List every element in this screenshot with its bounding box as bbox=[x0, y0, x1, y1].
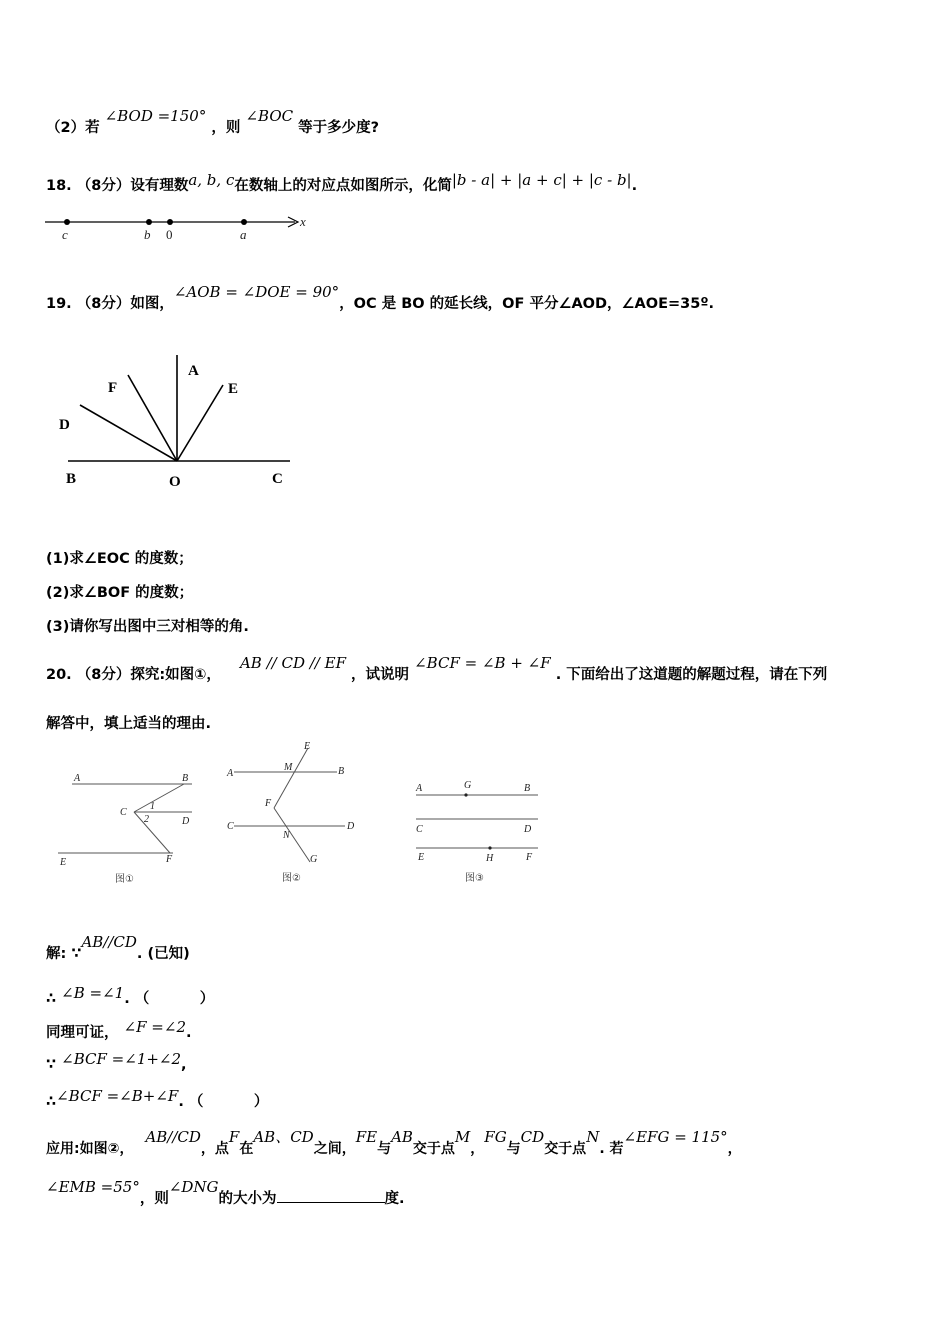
number-line-figure bbox=[40, 210, 310, 246]
label-D: D bbox=[59, 417, 70, 433]
q17-part2 bbox=[46, 107, 380, 137]
ray-oe bbox=[177, 385, 223, 461]
app-m7: FG bbox=[484, 1128, 507, 1146]
q20-line2: 解答中，填上适当的理由. bbox=[46, 716, 212, 732]
application-line2 bbox=[46, 1178, 405, 1208]
app-t6: 交于点 bbox=[412, 1141, 455, 1157]
q17-math-bod: ∠BOD =150° bbox=[104, 107, 207, 125]
figure-1 bbox=[50, 760, 210, 890]
f2-label-D: D bbox=[347, 821, 355, 832]
q18-text: 18. （8分）设有理数 bbox=[46, 178, 189, 194]
q20-math-parallel: AB // CD // EF bbox=[239, 654, 346, 672]
ray-od bbox=[80, 405, 177, 461]
sol2-pre: ∴ bbox=[46, 991, 57, 1007]
f3-label-A: A bbox=[416, 783, 423, 794]
solution-line5 bbox=[46, 1087, 269, 1111]
label-a: a bbox=[240, 227, 247, 242]
f3-caption: 图③ bbox=[465, 873, 484, 884]
f1-caption: 图① bbox=[115, 874, 134, 885]
q20-line1 bbox=[46, 654, 828, 684]
f3-point-h bbox=[488, 846, 491, 849]
solution-line1 bbox=[46, 933, 190, 963]
label-C: C bbox=[272, 471, 283, 487]
f3-label-B: B bbox=[524, 783, 531, 794]
application-line1 bbox=[46, 1128, 742, 1158]
label-b: b bbox=[144, 227, 151, 242]
label-A: A bbox=[188, 363, 199, 379]
q17-math-boc: ∠BOC bbox=[245, 107, 294, 125]
q18-end: . bbox=[631, 178, 638, 194]
q18-math-expr: |b - a| + |a + c| + |c - b| bbox=[451, 171, 632, 189]
answer-blank[interactable] bbox=[277, 1188, 385, 1203]
app-t9: 交于点 bbox=[544, 1141, 587, 1157]
app-m11: ∠EMB =55° bbox=[46, 1178, 140, 1196]
app-m3: AB、CD bbox=[253, 1128, 314, 1146]
f3-label-D: D bbox=[524, 824, 532, 835]
app-t2: ，点 bbox=[200, 1141, 229, 1157]
f2-label-F: F bbox=[265, 798, 272, 809]
q19-part3: (3)请你写出图中三对相等的角. bbox=[46, 619, 249, 635]
f1-label-C: C bbox=[120, 807, 127, 818]
point-c bbox=[64, 219, 70, 225]
q18-math-vars: a, b, c bbox=[188, 171, 235, 189]
q19-part2: (2)求∠BOF 的度数； bbox=[46, 585, 194, 601]
figure-q19 bbox=[50, 355, 310, 495]
solution-line2 bbox=[46, 984, 215, 1008]
f2-label-M: M bbox=[284, 762, 293, 773]
q19-text: 19. （8分）如图， bbox=[46, 296, 174, 312]
f2-caption: 图② bbox=[282, 873, 301, 884]
f2-label-A: A bbox=[227, 768, 234, 779]
label-c: c bbox=[62, 227, 68, 242]
app-m10: ∠EFG = 115° bbox=[623, 1128, 728, 1146]
q17-prefix: （2）若 bbox=[46, 120, 100, 136]
label-0: 0 bbox=[166, 227, 173, 242]
figure-2 bbox=[222, 740, 372, 890]
app-t12: ，则 bbox=[139, 1191, 169, 1207]
app-m2: F bbox=[228, 1128, 240, 1146]
sol2-post: . （ ） bbox=[124, 991, 215, 1007]
sol1-math: AB//CD bbox=[81, 933, 137, 951]
app-m8: CD bbox=[520, 1128, 545, 1146]
label-B: B bbox=[66, 471, 77, 487]
sol4-math: ∠BCF =∠1+∠2 bbox=[61, 1050, 182, 1068]
q19-math: ∠AOB = ∠DOE = 90° bbox=[173, 283, 340, 301]
f3-label-G: G bbox=[464, 780, 472, 791]
sol4-post: , bbox=[181, 1057, 187, 1073]
app-t8: 与 bbox=[506, 1141, 521, 1157]
app-m12: ∠DNG bbox=[168, 1178, 219, 1196]
app-m4: FE bbox=[355, 1128, 378, 1146]
label-E: E bbox=[228, 381, 239, 397]
seg-cb bbox=[134, 784, 184, 812]
f3-label-F: F bbox=[526, 852, 533, 863]
q20-mid: ，试说明 bbox=[351, 667, 410, 683]
f2-label-B: B bbox=[338, 766, 345, 777]
f1-label-A: A bbox=[74, 773, 81, 784]
q20-rest: . 下面给出了这道题的解题过程，请在下列 bbox=[555, 667, 828, 683]
q19 bbox=[46, 283, 715, 313]
q18 bbox=[46, 171, 638, 195]
app-m6: M bbox=[454, 1128, 471, 1146]
f3-label-E: E bbox=[418, 852, 425, 863]
app-m1: AB//CD bbox=[145, 1128, 201, 1146]
app-t10: . 若 bbox=[599, 1141, 624, 1157]
q20-math-angle: ∠BCF = ∠B + ∠F bbox=[414, 654, 551, 672]
f3-label-C: C bbox=[416, 824, 423, 835]
app-t4: 之间， bbox=[313, 1141, 356, 1157]
sol1-pre: 解: ∵ bbox=[46, 946, 82, 962]
f2-seg-fg bbox=[274, 808, 310, 862]
q18-mid: 在数轴上的对应点如图所示，化简 bbox=[234, 178, 452, 194]
solution-line3 bbox=[46, 1018, 192, 1042]
point-0 bbox=[167, 219, 173, 225]
f1-label-F: F bbox=[166, 854, 173, 865]
seg-cf bbox=[134, 812, 170, 853]
f3-label-H: H bbox=[486, 853, 494, 864]
app-m5: AB bbox=[391, 1128, 413, 1146]
app-t11: ， bbox=[727, 1141, 742, 1157]
q19-part1: (1)求∠EOC 的度数； bbox=[46, 551, 193, 567]
point-a bbox=[241, 219, 247, 225]
app-t14: 度. bbox=[384, 1191, 405, 1207]
app-m9: N bbox=[586, 1128, 600, 1146]
ray-of bbox=[128, 375, 177, 461]
label-x: x bbox=[300, 214, 306, 229]
sol2-math: ∠B =∠1 bbox=[61, 984, 125, 1002]
app-t5: 与 bbox=[377, 1141, 392, 1157]
app-t1: 应用:如图②， bbox=[46, 1141, 134, 1157]
app-t7: ， bbox=[470, 1141, 485, 1157]
label-O: O bbox=[169, 474, 181, 490]
f2-label-E: E bbox=[304, 741, 311, 752]
f2-seg-fe bbox=[274, 748, 308, 808]
sol5-post: . （ ） bbox=[178, 1094, 269, 1110]
sol3-post: . bbox=[186, 1025, 192, 1041]
solution-line4 bbox=[46, 1050, 187, 1073]
q17-mid: ，则 bbox=[211, 120, 241, 136]
f1-label-1: 1 bbox=[150, 801, 155, 812]
f2-label-C: C bbox=[227, 821, 234, 832]
f2-label-N: N bbox=[283, 830, 290, 841]
sol1-post: . (已知) bbox=[136, 946, 190, 962]
label-F: F bbox=[108, 380, 118, 396]
app-t13: 的大小为 bbox=[218, 1191, 277, 1207]
q20-text: 20. （8分）探究:如图①， bbox=[46, 667, 221, 683]
f2-label-G: G bbox=[310, 854, 318, 865]
sol5-pre: ∴ bbox=[46, 1094, 57, 1110]
figure-3 bbox=[410, 775, 560, 890]
sol3-pre: 同理可证， bbox=[46, 1025, 119, 1041]
f1-label-2: 2 bbox=[144, 814, 149, 825]
f1-label-E: E bbox=[60, 857, 67, 868]
f1-label-B: B bbox=[182, 773, 189, 784]
sol3-math: ∠F =∠2 bbox=[123, 1018, 186, 1036]
app-t3: 在 bbox=[239, 1141, 254, 1157]
q17-suffix: 等于多少度? bbox=[298, 120, 380, 136]
f1-label-D: D bbox=[182, 816, 190, 827]
point-b bbox=[146, 219, 152, 225]
q19-rest: ，OC 是 BO 的延长线，OF 平分∠AOD，∠AOE=35º. bbox=[339, 296, 715, 312]
sol4-pre: ∵ bbox=[46, 1057, 57, 1073]
f3-point-g bbox=[464, 793, 467, 796]
sol5-math: ∠BCF =∠B+∠F bbox=[56, 1087, 179, 1105]
